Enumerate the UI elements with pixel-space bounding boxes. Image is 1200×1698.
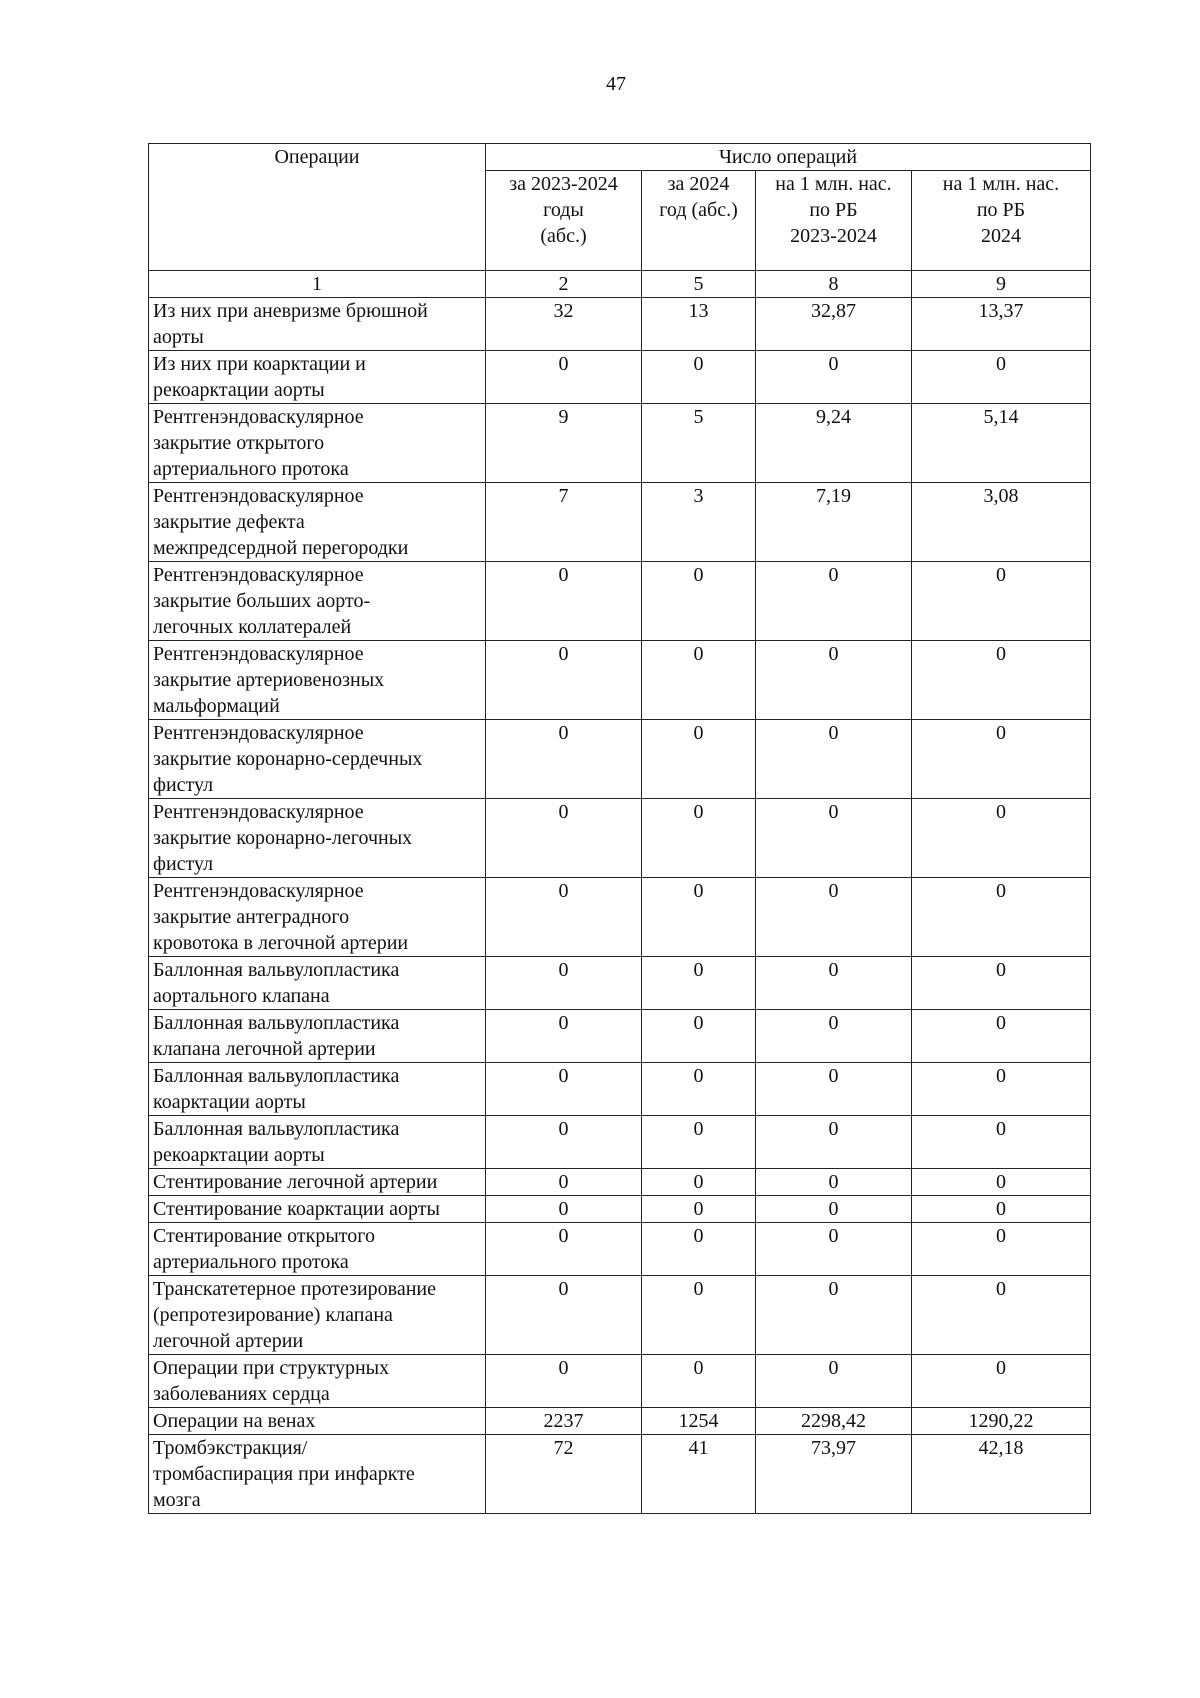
operation-name xyxy=(149,799,486,878)
operation-name-line: Стентирование легочной артерии xyxy=(153,1171,438,1193)
value-2023-2024-abs: 0 xyxy=(486,1116,642,1169)
value-per-million-2024: 13,37 xyxy=(912,298,1091,351)
value-per-million-2024: 0 xyxy=(912,1169,1091,1196)
table-row xyxy=(149,1355,1091,1408)
operation-name xyxy=(149,878,486,957)
header-line: по РБ xyxy=(976,199,1026,221)
page-number: 47 xyxy=(606,73,626,95)
table-row xyxy=(149,878,1091,957)
value-2024-abs: 0 xyxy=(642,1276,756,1355)
table-row xyxy=(149,351,1091,404)
table-body xyxy=(149,298,1091,1514)
operation-name xyxy=(149,1116,486,1169)
value-per-million-2024: 0 xyxy=(912,1196,1091,1223)
operation-name-line: кровотока в легочной артерии xyxy=(153,932,409,954)
operation-name xyxy=(149,1435,486,1514)
value-per-million-2023-2024: 0 xyxy=(756,799,912,878)
value-per-million-2023-2024: 0 xyxy=(756,1276,912,1355)
value-per-million-2023-2024: 32,87 xyxy=(756,298,912,351)
value-per-million-2023-2024: 7,19 xyxy=(756,483,912,562)
header-line: за 2023-2024 xyxy=(509,173,618,195)
operation-name xyxy=(149,298,486,351)
operation-name-line: фистул xyxy=(153,853,214,875)
value-per-million-2024: 0 xyxy=(912,957,1091,1010)
operation-name-line: закрытие открытого xyxy=(153,432,325,454)
value-2023-2024-abs: 0 xyxy=(486,720,642,799)
value-per-million-2024: 0 xyxy=(912,1276,1091,1355)
column-index-8: 8 xyxy=(756,271,912,298)
operation-name-line: закрытие дефекта xyxy=(153,511,305,533)
table-row xyxy=(149,404,1091,483)
value-2023-2024-abs: 32 xyxy=(486,298,642,351)
value-per-million-2024: 5,14 xyxy=(912,404,1091,483)
value-per-million-2024: 0 xyxy=(912,878,1091,957)
operation-name-line: Операции на венах xyxy=(153,1410,316,1432)
header-row-top xyxy=(149,144,1091,171)
operation-name-line: Рентгенэндоваскулярное xyxy=(153,722,364,744)
operation-name-line: Тромбэкстракция/ xyxy=(153,1437,308,1459)
value-2024-abs: 13 xyxy=(642,298,756,351)
operation-name xyxy=(149,957,486,1010)
value-per-million-2024: 0 xyxy=(912,1355,1091,1408)
operation-name-line: Из них при коарктации и xyxy=(153,353,366,375)
operation-name-line: клапана легочной артерии xyxy=(153,1038,376,1060)
value-per-million-2024: 0 xyxy=(912,641,1091,720)
header-number-of-operations: Число операций xyxy=(486,144,1091,171)
operation-name-line: межпредсердной перегородки xyxy=(153,537,409,559)
header-line: на 1 млн. нас. xyxy=(942,173,1060,195)
value-2023-2024-abs: 0 xyxy=(486,1223,642,1276)
table-row xyxy=(149,799,1091,878)
value-2023-2024-abs: 7 xyxy=(486,483,642,562)
value-2023-2024-abs: 2237 xyxy=(486,1408,642,1435)
column-index-1: 1 xyxy=(149,271,486,298)
operation-name-line: тромбаспирация при инфаркте xyxy=(153,1463,415,1485)
operation-name-line: Стентирование коарктации аорты xyxy=(153,1198,440,1220)
value-2023-2024-abs: 9 xyxy=(486,404,642,483)
value-per-million-2023-2024: 0 xyxy=(756,641,912,720)
header-line: по РБ xyxy=(809,199,858,221)
value-2023-2024-abs: 0 xyxy=(486,1355,642,1408)
value-per-million-2023-2024: 73,97 xyxy=(756,1435,912,1514)
operations-table xyxy=(148,143,1091,1514)
value-per-million-2023-2024: 0 xyxy=(756,1355,912,1408)
value-per-million-2023-2024: 0 xyxy=(756,562,912,641)
value-2024-abs: 0 xyxy=(642,878,756,957)
value-per-million-2024: 0 xyxy=(912,351,1091,404)
table-row xyxy=(149,957,1091,1010)
operation-name-line: артериального протока xyxy=(153,1251,349,1273)
value-2024-abs: 0 xyxy=(642,1355,756,1408)
operation-name xyxy=(149,1355,486,1408)
header-index-row xyxy=(149,271,1091,298)
operation-name-line: аортального клапана xyxy=(153,985,330,1007)
table-row xyxy=(149,720,1091,799)
value-per-million-2023-2024: 0 xyxy=(756,1010,912,1063)
value-2024-abs: 1254 xyxy=(642,1408,756,1435)
table-row xyxy=(149,1223,1091,1276)
operation-name xyxy=(149,1010,486,1063)
operation-name-line: рекоарктации аорты xyxy=(153,1144,325,1166)
value-2023-2024-abs: 0 xyxy=(486,351,642,404)
value-per-million-2023-2024: 9,24 xyxy=(756,404,912,483)
value-2024-abs: 0 xyxy=(642,1010,756,1063)
table-row xyxy=(149,1063,1091,1116)
operation-name-line: Рентгенэндоваскулярное xyxy=(153,406,364,428)
table-row xyxy=(149,1196,1091,1223)
header-line: 2024 xyxy=(981,225,1021,247)
value-per-million-2024: 0 xyxy=(912,1010,1091,1063)
operation-name xyxy=(149,562,486,641)
operation-name xyxy=(149,1223,486,1276)
table-row xyxy=(149,483,1091,562)
value-2023-2024-abs: 0 xyxy=(486,1063,642,1116)
value-per-million-2023-2024: 0 xyxy=(756,878,912,957)
value-2023-2024-abs: 0 xyxy=(486,1169,642,1196)
table-row xyxy=(149,641,1091,720)
operation-name-line: легочной артерии xyxy=(153,1330,304,1352)
value-per-million-2023-2024: 0 xyxy=(756,957,912,1010)
operation-name-line: легочных коллатералей xyxy=(153,616,352,638)
operation-name xyxy=(149,1408,486,1435)
value-per-million-2023-2024: 0 xyxy=(756,351,912,404)
table-row xyxy=(149,298,1091,351)
operation-name xyxy=(149,483,486,562)
operation-name-line: закрытие больших аорто- xyxy=(153,590,371,612)
operation-name-line: Рентгенэндоваскулярное xyxy=(153,485,364,507)
table-header xyxy=(149,144,1091,298)
operation-name-line: коарктации аорты xyxy=(153,1091,306,1113)
value-2024-abs: 0 xyxy=(642,1116,756,1169)
operation-name-line: Операции при структурных xyxy=(153,1357,390,1379)
operation-name-line: Баллонная вальвулопластика xyxy=(153,959,400,981)
header-per-million-2024 xyxy=(912,171,1091,271)
value-2024-abs: 0 xyxy=(642,641,756,720)
value-2024-abs: 0 xyxy=(642,1223,756,1276)
header-line: (абс.) xyxy=(540,225,587,247)
value-2024-abs: 5 xyxy=(642,404,756,483)
operation-name-line: закрытие артериовенозных xyxy=(153,669,385,691)
value-per-million-2024: 0 xyxy=(912,1116,1091,1169)
column-index-2: 2 xyxy=(486,271,642,298)
value-2023-2024-abs: 0 xyxy=(486,562,642,641)
header-2023-2024-abs xyxy=(486,171,642,271)
operation-name-line: мальформаций xyxy=(153,695,280,717)
value-2023-2024-abs: 0 xyxy=(486,1010,642,1063)
table-row xyxy=(149,1010,1091,1063)
value-2024-abs: 0 xyxy=(642,799,756,878)
operation-name-line: Из них при аневризме брюшной xyxy=(153,300,428,322)
header-line: год (абс.) xyxy=(659,199,738,221)
value-2023-2024-abs: 0 xyxy=(486,1196,642,1223)
operation-name xyxy=(149,641,486,720)
operation-name xyxy=(149,1276,486,1355)
operation-name-line: закрытие антеградного xyxy=(153,906,350,928)
value-per-million-2024: 0 xyxy=(912,562,1091,641)
value-per-million-2023-2024: 0 xyxy=(756,1196,912,1223)
operation-name-line: мозга xyxy=(153,1489,201,1511)
value-per-million-2023-2024: 2298,42 xyxy=(756,1408,912,1435)
value-per-million-2024: 1290,22 xyxy=(912,1408,1091,1435)
header-line: годы xyxy=(543,199,584,221)
value-per-million-2024: 0 xyxy=(912,799,1091,878)
table-row xyxy=(149,1408,1091,1435)
value-per-million-2024: 0 xyxy=(912,1223,1091,1276)
operation-name-line: рекоарктации аорты xyxy=(153,379,325,401)
operation-name-line: Баллонная вальвулопластика xyxy=(153,1118,400,1140)
value-2024-abs: 0 xyxy=(642,1196,756,1223)
value-2023-2024-abs: 0 xyxy=(486,957,642,1010)
value-2024-abs: 0 xyxy=(642,562,756,641)
value-2024-abs: 0 xyxy=(642,957,756,1010)
operation-name-line: аорты xyxy=(153,326,204,348)
operation-name-line: Стентирование открытого xyxy=(153,1225,375,1247)
operation-name-line: Рентгенэндоваскулярное xyxy=(153,880,364,902)
value-2024-abs: 0 xyxy=(642,720,756,799)
value-per-million-2023-2024: 0 xyxy=(756,1169,912,1196)
value-per-million-2024: 0 xyxy=(912,1063,1091,1116)
value-per-million-2023-2024: 0 xyxy=(756,1063,912,1116)
value-2023-2024-abs: 0 xyxy=(486,641,642,720)
operation-name-line: Баллонная вальвулопластика xyxy=(153,1065,400,1087)
operation-name xyxy=(149,404,486,483)
header-per-million-2023-2024 xyxy=(756,171,912,271)
operation-name-line: артериального протока xyxy=(153,458,349,480)
header-operations: Операции xyxy=(149,144,486,271)
value-2024-abs: 3 xyxy=(642,483,756,562)
value-per-million-2023-2024: 0 xyxy=(756,1116,912,1169)
operation-name-line: (репротезирование) клапана xyxy=(153,1304,393,1326)
value-2024-abs: 41 xyxy=(642,1435,756,1514)
operation-name-line: Рентгенэндоваскулярное xyxy=(153,643,364,665)
operation-name-line: Баллонная вальвулопластика xyxy=(153,1012,400,1034)
header-line: на 1 млн. нас. xyxy=(775,173,892,195)
operation-name-line: закрытие коронарно-сердечных xyxy=(153,748,423,770)
table-row xyxy=(149,1169,1091,1196)
value-2024-abs: 0 xyxy=(642,1169,756,1196)
value-2024-abs: 0 xyxy=(642,351,756,404)
value-per-million-2024: 0 xyxy=(912,720,1091,799)
operation-name xyxy=(149,351,486,404)
operation-name-line: заболеваниях сердца xyxy=(153,1383,330,1405)
operation-name-line: закрытие коронарно-легочных xyxy=(153,827,413,849)
operation-name-line: фистул xyxy=(153,774,214,796)
header-line: за 2024 xyxy=(667,173,730,195)
table-row xyxy=(149,562,1091,641)
table-row xyxy=(149,1116,1091,1169)
table-row xyxy=(149,1435,1091,1514)
value-per-million-2024: 3,08 xyxy=(912,483,1091,562)
header-2024-abs xyxy=(642,171,756,271)
value-2024-abs: 0 xyxy=(642,1063,756,1116)
operation-name-line: Транскатетерное протезирование xyxy=(153,1278,436,1300)
operation-name xyxy=(149,1169,486,1196)
column-index-9: 9 xyxy=(912,271,1091,298)
header-line: 2023-2024 xyxy=(790,225,877,247)
value-2023-2024-abs: 0 xyxy=(486,878,642,957)
operation-name-line: Рентгенэндоваскулярное xyxy=(153,564,364,586)
value-per-million-2024: 42,18 xyxy=(912,1435,1091,1514)
value-2023-2024-abs: 72 xyxy=(486,1435,642,1514)
operation-name xyxy=(149,1063,486,1116)
operation-name xyxy=(149,1196,486,1223)
column-index-5: 5 xyxy=(642,271,756,298)
value-2023-2024-abs: 0 xyxy=(486,799,642,878)
value-per-million-2023-2024: 0 xyxy=(756,720,912,799)
value-per-million-2023-2024: 0 xyxy=(756,1223,912,1276)
table-row xyxy=(149,1276,1091,1355)
operation-name-line: Рентгенэндоваскулярное xyxy=(153,801,364,823)
value-2023-2024-abs: 0 xyxy=(486,1276,642,1355)
operation-name xyxy=(149,720,486,799)
